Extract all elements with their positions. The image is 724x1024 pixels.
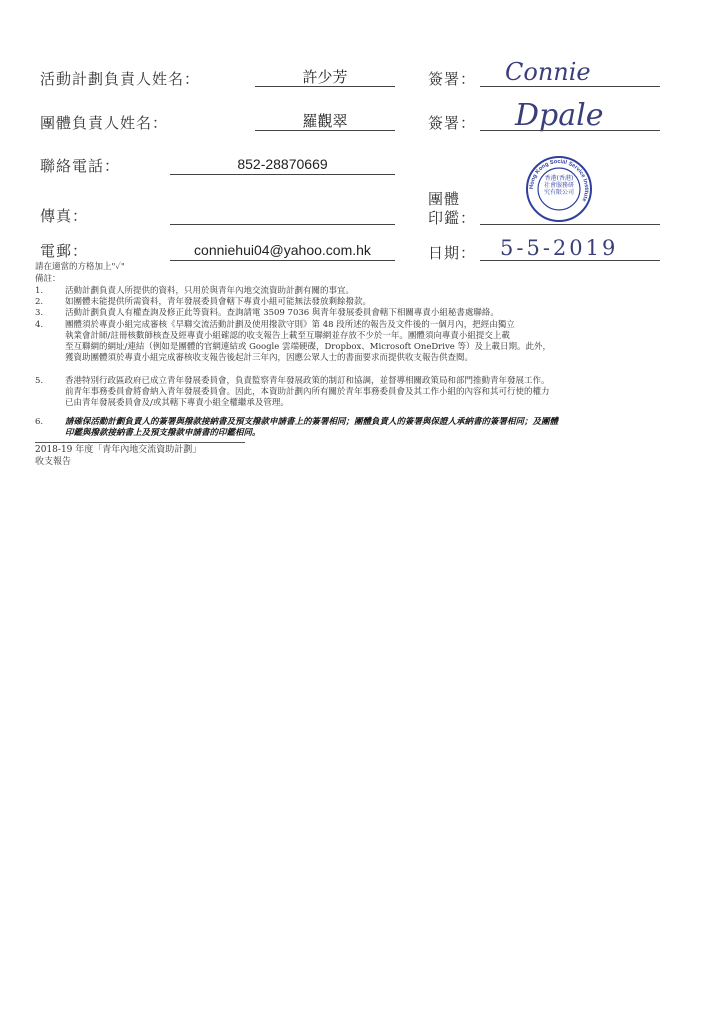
phone-line <box>170 174 395 175</box>
phone-label: 聯絡電話： <box>40 157 121 175</box>
note-number: 1. <box>35 286 44 296</box>
note-line: 如團體未能提供所需資料，青年發展委員會轄下專責小組可能無法發放剩餘撥款。 <box>65 297 372 307</box>
org-head-name-label: 團體負責人姓名： <box>40 114 169 132</box>
note-line: 印鑑與撥款接納書上及預支撥款申請書的印鑑相同。 <box>65 428 261 438</box>
organizer-name-line <box>255 86 395 87</box>
note-number: 5. <box>35 376 44 386</box>
note-line: 至互聯網的網址/連結（例如是團體的官網連結或 Google 雲端硬碟，Dropbox、Microsoft OneDrive 等）及上載日期。此外， <box>65 342 551 352</box>
signature-line-1 <box>480 86 660 87</box>
note-line: 執業會計師/註冊核數師核查及經專責小組確認的收支報告上載至互聯網並存放不少於一年。團體須向專責小組提交上載 <box>65 331 510 341</box>
org-head-name-value: 羅觀翠 <box>302 113 348 130</box>
date-value: 5-5-2019 <box>500 236 619 260</box>
organizer-name-value: 許少芳 <box>302 69 348 86</box>
note-number: 2. <box>35 297 44 307</box>
footer-divider <box>35 442 245 443</box>
note-line: 前青年事務委員會將會納入青年發展委員會。因此，本資助計劃內所有關於青年事務委員會及其工作小組的內容和其可行使的權力 <box>65 387 550 397</box>
seal-line <box>480 224 660 225</box>
organizer-signature: Connie <box>505 58 591 86</box>
note-line: 獲資助團體須於專責小組完成審核收支報告後起計三年內，因應公眾人士的書面要求而提供收支報告供查閱。 <box>65 353 474 363</box>
note-number: 3. <box>35 308 44 318</box>
date-label: 日期： <box>428 244 477 262</box>
note-number: 4. <box>35 320 44 330</box>
note-line: 團體須於專責小組完成審核《早聯交流活動計劃及使用撥款守則》第 48 段所述的報告及文件後的一個月內，把經由獨立 <box>65 320 515 330</box>
remarks-label: 備註： <box>35 274 61 284</box>
note-line: 活動計劃負責人所提供的資料，只用於與青年內地交流資助計劃有關的事宜。 <box>65 286 355 296</box>
note-line: 香港特別行政區政府已成立青年發展委員會，負責監察青年發展政策的制訂和協調，並督導相關政策局和部門推動青年發展工作。 <box>65 376 550 386</box>
stamp-outer-text: Hong Kong Social Service Institute <box>528 158 590 203</box>
fax-label: 傳真： <box>40 207 89 225</box>
email-value: conniehui04@yahoo.com.hk <box>194 242 371 258</box>
org-seal-label-1: 團體 <box>428 190 461 208</box>
organization-seal <box>525 155 593 223</box>
org-head-name-line <box>255 130 395 131</box>
note-line: 活動計劃負責人有權查詢及修正此等資料。查詢請電 3509 7036 與青年發展委員會轄下相關專責小組秘書處聯絡。 <box>65 308 499 318</box>
stamp-center-text: 香港(香港)社會服務研究有限公司 <box>543 175 574 196</box>
organizer-name-label: 活動計劃負責人姓名： <box>40 70 201 88</box>
note-line: 已由青年發展委員會及/或其轄下專責小組全權繼承及管理。 <box>65 398 289 408</box>
scheme-title: 2018-19 年度「青年內地交流資助計劃」 <box>35 445 202 455</box>
report-title: 收支報告 <box>35 457 72 467</box>
note-line: 請確保活動計劃負責人的簽署與撥款接納書及預支撥款申請書上的簽署相同；團體負責人的簽署與保證人承納書的簽署相同；及團體 <box>65 417 559 427</box>
fax-line <box>170 224 395 225</box>
email-line <box>170 260 395 261</box>
org-head-signature: Dpale <box>515 98 604 133</box>
date-line <box>480 260 660 261</box>
note-number: 6. <box>35 417 44 427</box>
phone-value: 852-28870669 <box>237 156 328 172</box>
org-seal-label-2: 印鑑： <box>428 209 477 227</box>
email-label: 電郵： <box>40 242 89 260</box>
signature-label-2: 簽署： <box>428 114 477 132</box>
signature-label-1: 簽署： <box>428 70 477 88</box>
signature-line-2 <box>480 130 660 131</box>
tick-instruction: 請在適當的方格加上"✓" <box>35 262 125 272</box>
